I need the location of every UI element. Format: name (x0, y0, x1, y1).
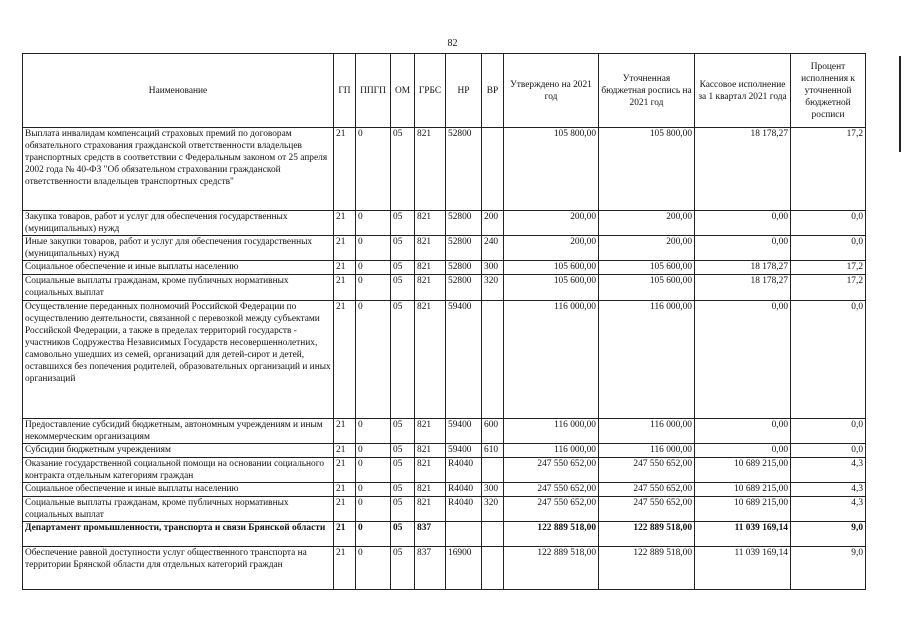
cell-name: Закупка товаров, работ и услуг для обеспечения государственных (муниципальных) нужд (23, 211, 334, 236)
cell-np: 59400 (446, 300, 482, 418)
cell-cash: 0,00 (695, 236, 791, 261)
cell-np: 59400 (446, 418, 482, 443)
cell-grbs: 821 (415, 275, 446, 300)
cell-vr: 300 (482, 261, 504, 275)
cell-grbs: 821 (415, 418, 446, 443)
cell-vr: 200 (482, 211, 504, 236)
cell-approved: 122 889 518,00 (504, 547, 599, 590)
cell-approved: 105 600,00 (504, 261, 599, 275)
cell-cash: 11 039 169,14 (695, 547, 791, 590)
cell-cash: 0,00 (695, 211, 791, 236)
cell-approved: 116 000,00 (504, 418, 599, 443)
table-row (23, 496, 866, 521)
cell-om: 05 (391, 236, 415, 261)
cell-ppgp: 0 (356, 261, 391, 275)
header-om: ОМ (391, 54, 415, 128)
table-row (23, 261, 866, 275)
cell-om: 05 (391, 457, 415, 482)
cell-refined: 105 800,00 (599, 128, 695, 211)
table-row (23, 418, 866, 443)
table-row (23, 211, 866, 236)
cell-grbs: 821 (415, 128, 446, 211)
cell-name: Социальное обеспечение и иные выплаты населению (23, 482, 334, 496)
table-row (23, 128, 866, 211)
cell-om: 05 (391, 547, 415, 590)
cell-ppgp: 0 (356, 496, 391, 521)
cell-gp: 21 (334, 275, 356, 300)
cell-gp: 21 (334, 482, 356, 496)
cell-percent: 9,0 (791, 547, 866, 590)
cell-vr: 320 (482, 496, 504, 521)
header-grbs: ГРБС (415, 54, 446, 128)
cell-ppgp: 0 (356, 443, 391, 457)
cell-np: 52800 (446, 236, 482, 261)
cell-cash: 18 178,27 (695, 275, 791, 300)
cell-percent: 0,0 (791, 236, 866, 261)
cell-name: Социальные выплаты гражданам, кроме публичных нормативных социальных выплат (23, 275, 334, 300)
table-row (23, 236, 866, 261)
cell-refined: 116 000,00 (599, 300, 695, 418)
cell-percent: 0,0 (791, 418, 866, 443)
cell-approved: 105 600,00 (504, 275, 599, 300)
header-refined: Уточненная бюджетная роспись на 2021 год (599, 54, 695, 128)
cell-percent: 0,0 (791, 443, 866, 457)
cell-gp: 21 (334, 496, 356, 521)
cell-om: 05 (391, 522, 415, 547)
cell-gp: 21 (334, 547, 356, 590)
cell-refined: 122 889 518,00 (599, 547, 695, 590)
cell-gp: 21 (334, 300, 356, 418)
table-row (23, 275, 866, 300)
cell-refined: 200,00 (599, 211, 695, 236)
cell-refined: 247 550 652,00 (599, 482, 695, 496)
cell-vr (482, 128, 504, 211)
cell-grbs: 821 (415, 482, 446, 496)
cell-grbs: 837 (415, 547, 446, 590)
header-vr: ВР (482, 54, 504, 128)
table-row (23, 443, 866, 457)
cell-gp: 21 (334, 418, 356, 443)
cell-ppgp: 0 (356, 300, 391, 418)
cell-name: Осуществление переданных полномочий Российской Федерации по осуществлению деятельности, связанной с перевозкой между субъектами Российской Федерации, а также в пределах территорий государств - участников Содружества Независимых Государств несовершеннолетних, самовольно ушедших из семей, организаций для детей-сирот и детей, оставшихся без попечения родителей, образовательных организаций и иных организаций (23, 300, 334, 418)
cell-percent: 9,0 (791, 522, 866, 547)
cell-vr: 600 (482, 418, 504, 443)
cell-name: Социальное обеспечение и иные выплаты населению (23, 261, 334, 275)
cell-vr (482, 522, 504, 547)
cell-grbs: 837 (415, 522, 446, 547)
cell-om: 05 (391, 443, 415, 457)
cell-refined: 247 550 652,00 (599, 496, 695, 521)
cell-ppgp: 0 (356, 482, 391, 496)
cell-np: 52800 (446, 261, 482, 275)
cell-om: 05 (391, 418, 415, 443)
cell-refined: 105 600,00 (599, 261, 695, 275)
cell-om: 05 (391, 261, 415, 275)
cell-grbs: 821 (415, 443, 446, 457)
cell-cash: 18 178,27 (695, 261, 791, 275)
cell-cash: 10 689 215,00 (695, 457, 791, 482)
cell-grbs: 821 (415, 300, 446, 418)
budget-table (22, 53, 866, 590)
cell-ppgp: 0 (356, 418, 391, 443)
cell-refined: 247 550 652,00 (599, 457, 695, 482)
table-body (23, 128, 866, 590)
cell-approved: 116 000,00 (504, 300, 599, 418)
cell-percent: 17,2 (791, 128, 866, 211)
cell-cash: 10 689 215,00 (695, 482, 791, 496)
cell-om: 05 (391, 482, 415, 496)
cell-percent: 17,2 (791, 261, 866, 275)
cell-np: R4040 (446, 496, 482, 521)
header-approved: Утверждено на 2021 год (504, 54, 599, 128)
cell-grbs: 821 (415, 211, 446, 236)
header-percent: Процент исполнения к уточненной бюджетной росписи (791, 54, 866, 128)
cell-np: 52800 (446, 211, 482, 236)
cell-name: Предоставление субсидий бюджетным, автономным учреждениям и иным некоммерческим организациям (23, 418, 334, 443)
cell-refined: 200,00 (599, 236, 695, 261)
cell-vr: 300 (482, 482, 504, 496)
cell-percent: 4,3 (791, 457, 866, 482)
header-gp: ГП (334, 54, 356, 128)
cell-om: 05 (391, 128, 415, 211)
cell-percent: 0,0 (791, 211, 866, 236)
table-row (23, 300, 866, 418)
cell-vr (482, 547, 504, 590)
table-row (23, 457, 866, 482)
header-cash: Кассовое исполнение за 1 квартал 2021 года (695, 54, 791, 128)
cell-name: Выплата инвалидам компенсаций страховых премий по договорам обязательного страхования гражданской ответственности владельцев транспортных средств в соответствии с Федеральным законом от 25 апреля 2002 года № 40-ФЗ "Об обязательном страховании гражданской ответственности владельцев транспортных средств" (23, 128, 334, 211)
cell-approved: 247 550 652,00 (504, 457, 599, 482)
cell-np: 16900 (446, 547, 482, 590)
page-number: 82 (447, 38, 458, 49)
cell-approved: 200,00 (504, 236, 599, 261)
cell-vr: 240 (482, 236, 504, 261)
table-row (23, 522, 866, 547)
cell-ppgp: 0 (356, 457, 391, 482)
cell-ppgp: 0 (356, 211, 391, 236)
header-name: Наименование (23, 54, 334, 128)
cell-name: Обеспечение равной доступности услуг общественного транспорта на территории Брянской области для отдельных категорий граждан (23, 547, 334, 590)
table-row (23, 547, 866, 590)
cell-gp: 21 (334, 261, 356, 275)
cell-grbs: 821 (415, 236, 446, 261)
cell-np: R4040 (446, 457, 482, 482)
cell-cash: 0,00 (695, 418, 791, 443)
cell-approved: 247 550 652,00 (504, 482, 599, 496)
cell-percent: 4,3 (791, 482, 866, 496)
cell-vr: 610 (482, 443, 504, 457)
cell-gp: 21 (334, 457, 356, 482)
cell-vr: 320 (482, 275, 504, 300)
cell-gp: 21 (334, 128, 356, 211)
header-ppgp: ППГП (356, 54, 391, 128)
cell-name: Иные закупки товаров, работ и услуг для обеспечения государственных (муниципальных) нужд (23, 236, 334, 261)
cell-gp: 21 (334, 443, 356, 457)
cell-approved: 200,00 (504, 211, 599, 236)
cell-vr (482, 457, 504, 482)
cell-cash: 11 039 169,14 (695, 522, 791, 547)
cell-np: R4040 (446, 482, 482, 496)
cell-ppgp: 0 (356, 275, 391, 300)
cell-approved: 105 800,00 (504, 128, 599, 211)
cell-np (446, 522, 482, 547)
cell-np: 59400 (446, 443, 482, 457)
cell-cash: 0,00 (695, 443, 791, 457)
table-row (23, 482, 866, 496)
cell-refined: 116 000,00 (599, 443, 695, 457)
cell-grbs: 821 (415, 457, 446, 482)
cell-np: 52800 (446, 128, 482, 211)
cell-ppgp: 0 (356, 128, 391, 211)
cell-gp: 21 (334, 211, 356, 236)
cell-name: Социальные выплаты гражданам, кроме публичных нормативных социальных выплат (23, 496, 334, 521)
cell-grbs: 821 (415, 496, 446, 521)
cell-np: 52800 (446, 275, 482, 300)
cell-grbs: 821 (415, 261, 446, 275)
cell-name: Субсидии бюджетным учреждениям (23, 443, 334, 457)
cell-om: 05 (391, 300, 415, 418)
cell-cash: 0,00 (695, 300, 791, 418)
cell-ppgp: 0 (356, 547, 391, 590)
cell-om: 05 (391, 496, 415, 521)
cell-approved: 247 550 652,00 (504, 496, 599, 521)
cell-refined: 122 889 518,00 (599, 522, 695, 547)
cell-cash: 10 689 215,00 (695, 496, 791, 521)
cell-percent: 0,0 (791, 300, 866, 418)
cell-refined: 105 600,00 (599, 275, 695, 300)
cell-gp: 21 (334, 236, 356, 261)
cell-refined: 116 000,00 (599, 418, 695, 443)
cell-om: 05 (391, 275, 415, 300)
table-header (23, 54, 866, 128)
cell-name: Департамент промышленности, транспорта и связи Брянской области (23, 522, 334, 547)
cell-vr (482, 300, 504, 418)
cell-percent: 17,2 (791, 275, 866, 300)
cell-approved: 122 889 518,00 (504, 522, 599, 547)
cell-approved: 116 000,00 (504, 443, 599, 457)
cell-name: Оказание государственной социальной помощи на основании социального контракта отдельным категориям граждан (23, 457, 334, 482)
margin-mark (899, 56, 901, 152)
cell-ppgp: 0 (356, 236, 391, 261)
cell-om: 05 (391, 211, 415, 236)
cell-cash: 18 178,27 (695, 128, 791, 211)
cell-ppgp: 0 (356, 522, 391, 547)
cell-gp: 21 (334, 522, 356, 547)
header-np: НР (446, 54, 482, 128)
cell-percent: 4,3 (791, 496, 866, 521)
